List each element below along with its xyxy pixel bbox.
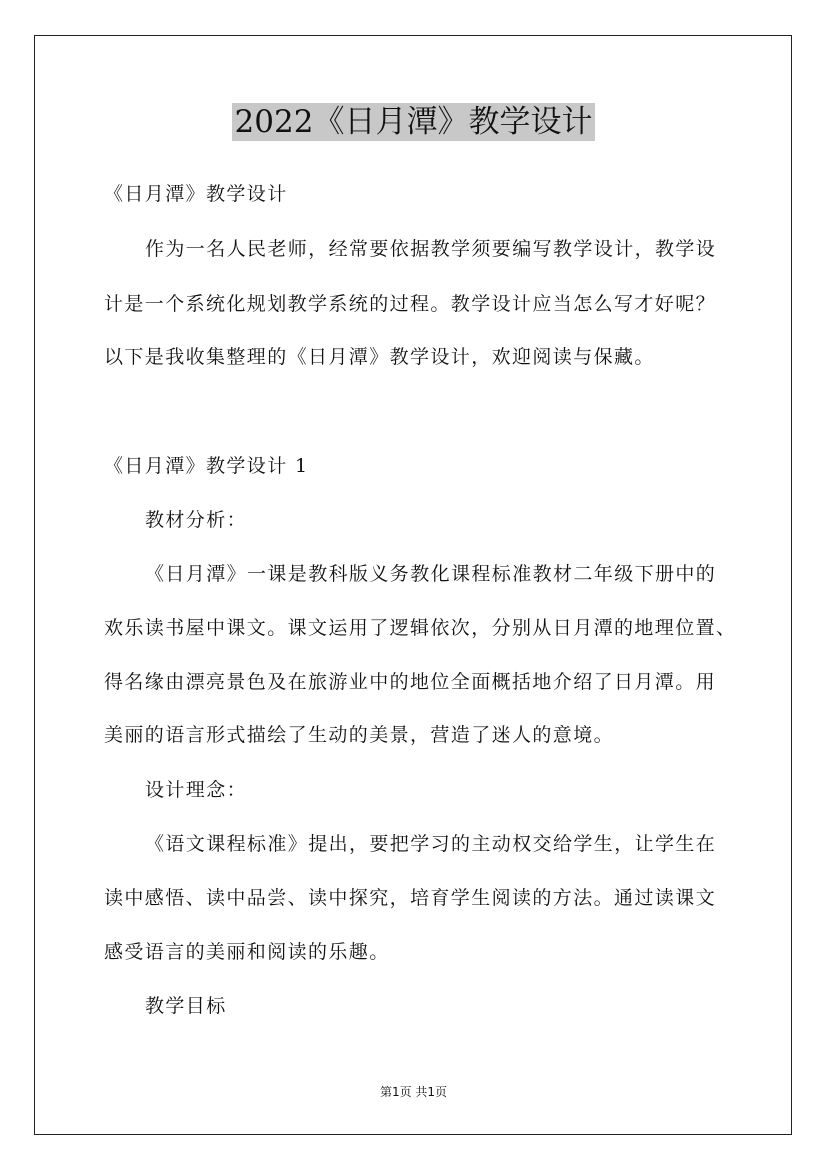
- materials-line-3: 得名缘由漂亮景色及在旅游业中的地位全面概括地介绍了日月潭。用: [104, 671, 717, 693]
- materials-line-4: 美丽的语言形式描绘了生动的美景，营造了迷人的意境。: [104, 724, 615, 746]
- materials-line-2: 欢乐读书屋中课文。课文运用了逻辑依次，分别从日月潭的地理位置、: [104, 617, 737, 639]
- subtitle: 《日月潭》教学设计: [104, 183, 288, 205]
- page-number-footer: 第1页 共1页: [379, 1085, 448, 1099]
- document-title-wrapper: [0, 102, 827, 141]
- concept-line-1: 《语文课程标准》提出，要把学习的主动权交给学生，让学生在: [145, 833, 717, 855]
- concept-heading: 设计理念：: [145, 779, 248, 801]
- intro-line-2: 计是一个系统化规划教学系统的过程。教学设计应当怎么写才好呢？: [104, 293, 717, 315]
- document-title: 2022《日月潭》教学设计: [232, 103, 596, 141]
- intro-line-1: 作为一名人民老师，经常要依据教学须要编写教学设计，教学设: [145, 238, 717, 260]
- section-1-heading: 《日月潭》教学设计 1: [104, 455, 309, 477]
- materials-line-1: 《日月潭》一课是教科版义务教化课程标准教材二年级下册中的: [145, 563, 717, 585]
- concept-line-2: 读中感悟、读中品尝、读中探究，培育学生阅读的方法。通过读课文: [104, 887, 717, 909]
- intro-line-3: 以下是我收集整理的《日月潭》教学设计，欢迎阅读与保藏。: [104, 346, 655, 368]
- materials-heading: 教材分析：: [145, 509, 248, 531]
- concept-line-3: 感受语言的美丽和阅读的乐趣。: [104, 941, 390, 963]
- goals-heading: 教学目标: [145, 995, 227, 1017]
